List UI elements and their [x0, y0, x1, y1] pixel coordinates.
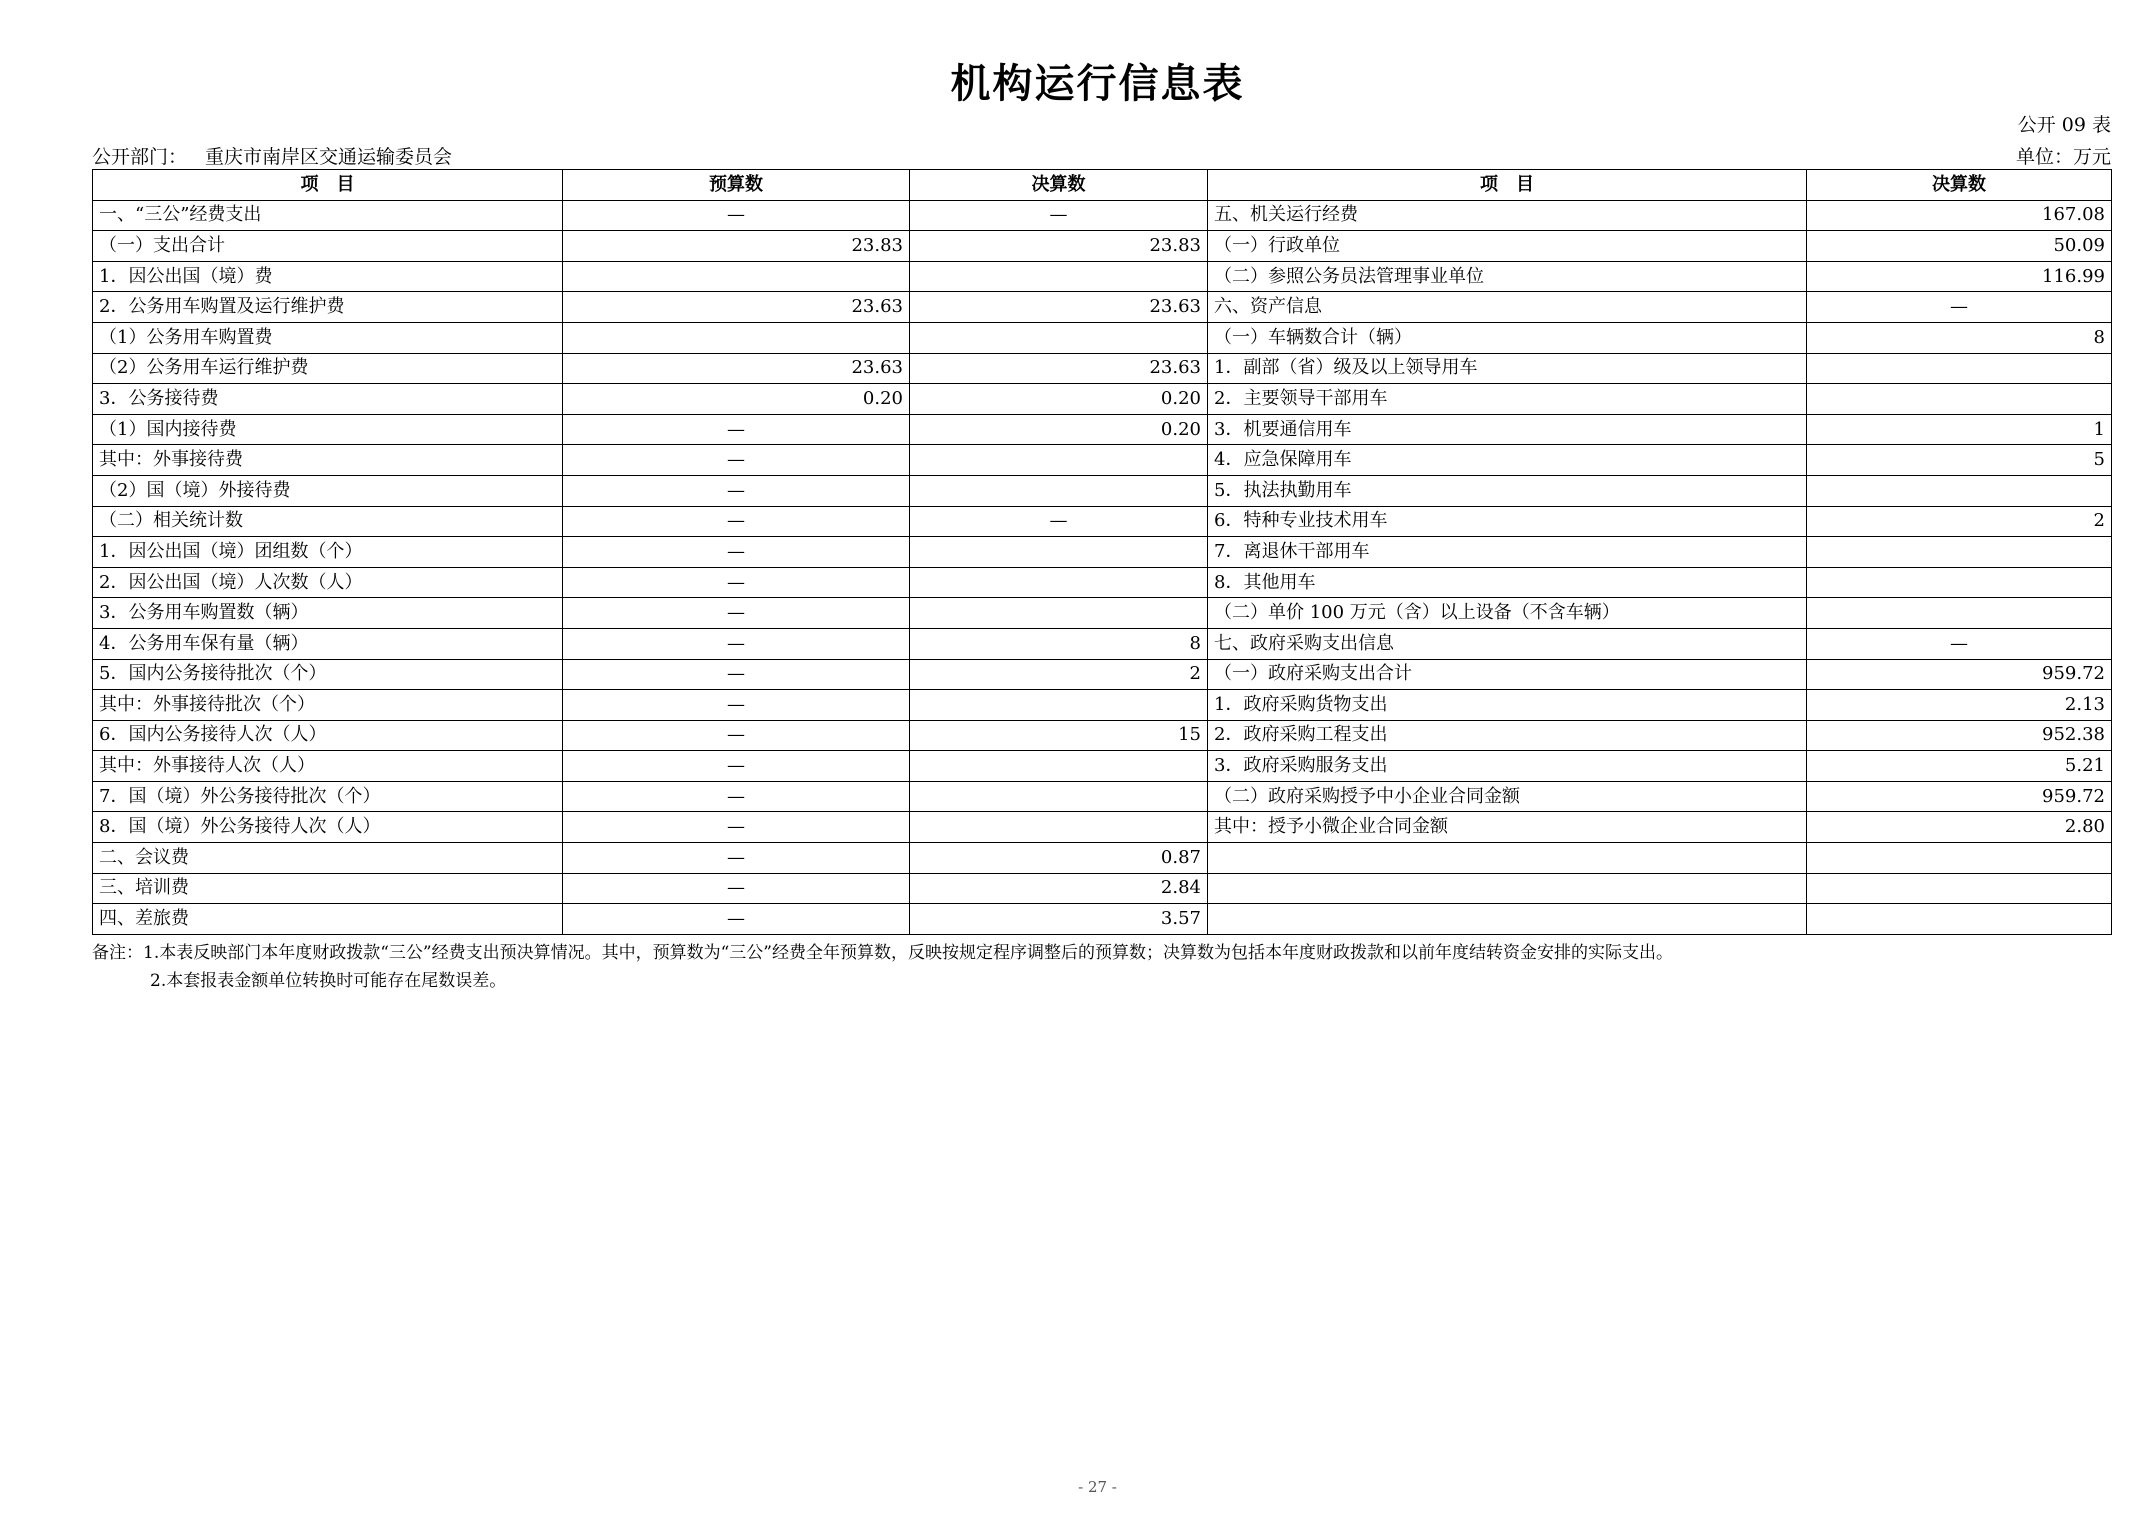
right-actual-value: 959.72 — [1807, 659, 2112, 690]
left-actual-value: 3.57 — [910, 904, 1208, 935]
right-item-label: 其中：授予小微企业合同金额 — [1208, 812, 1807, 843]
left-actual-value: 0.20 — [910, 414, 1208, 445]
right-actual-value: 50.09 — [1807, 231, 2112, 262]
left-actual-value — [910, 475, 1208, 506]
left-budget-value: — — [563, 445, 910, 476]
department-name: 重庆市南岸区交通运输委员会 — [205, 146, 453, 168]
table-row — [93, 292, 2112, 323]
left-item-label: 1．因公出国（境）费 — [93, 261, 563, 292]
left-budget-value: 0.20 — [563, 384, 910, 415]
right-actual-value: 2.13 — [1807, 690, 2112, 721]
table-header-row — [93, 170, 2112, 201]
table-row — [93, 843, 2112, 874]
right-item-label: 2．主要领导干部用车 — [1208, 384, 1807, 415]
left-item-label: 2．公务用车购置及运行维护费 — [93, 292, 563, 323]
left-budget-value: — — [563, 781, 910, 812]
left-item-label: 4．公务用车保有量（辆） — [93, 628, 563, 659]
right-item-label — [1208, 843, 1807, 874]
right-actual-value: 1 — [1807, 414, 2112, 445]
info-table — [92, 169, 2112, 935]
left-budget-value: — — [563, 567, 910, 598]
left-actual-value — [910, 598, 1208, 629]
right-item-label: 2．政府采购工程支出 — [1208, 720, 1807, 751]
left-item-label: 一、“三公”经费支出 — [93, 200, 563, 231]
left-budget-value: — — [563, 812, 910, 843]
left-budget-value: — — [563, 537, 910, 568]
left-budget-value: 23.63 — [563, 353, 910, 384]
right-item-label: （一）行政单位 — [1208, 231, 1807, 262]
header-actual-right: 决算数 — [1807, 170, 2112, 201]
right-item-label: 8．其他用车 — [1208, 567, 1807, 598]
right-item-label: 五、机关运行经费 — [1208, 200, 1807, 231]
left-actual-value — [910, 537, 1208, 568]
header-item: 项 目 — [93, 170, 563, 201]
header-budget: 预算数 — [563, 170, 910, 201]
right-item-label: 6．特种专业技术用车 — [1208, 506, 1807, 537]
left-item-label: 2．因公出国（境）人次数（人） — [93, 567, 563, 598]
right-actual-value: 5 — [1807, 445, 2112, 476]
table-row — [93, 261, 2112, 292]
left-item-label: 四、差旅费 — [93, 904, 563, 935]
right-item-label: （二）政府采购授予中小企业合同金额 — [1208, 781, 1807, 812]
table-row — [93, 200, 2112, 231]
left-item-label: 6．国内公务接待人次（人） — [93, 720, 563, 751]
table-row — [93, 537, 2112, 568]
right-actual-value: 167.08 — [1807, 200, 2112, 231]
right-actual-value: 116.99 — [1807, 261, 2112, 292]
left-actual-value: 23.63 — [910, 292, 1208, 323]
right-item-label: 3．机要通信用车 — [1208, 414, 1807, 445]
right-item-label — [1208, 873, 1807, 904]
left-budget-value: — — [563, 659, 910, 690]
right-item-label: 六、资产信息 — [1208, 292, 1807, 323]
left-budget-value: 23.63 — [563, 292, 910, 323]
left-actual-value: — — [910, 506, 1208, 537]
left-actual-value — [910, 567, 1208, 598]
left-actual-value: 2.84 — [910, 873, 1208, 904]
left-item-label: 其中：外事接待人次（人） — [93, 751, 563, 782]
table-row — [93, 628, 2112, 659]
table-row — [93, 567, 2112, 598]
left-item-label: 三、培训费 — [93, 873, 563, 904]
table-row — [93, 904, 2112, 935]
table-body — [93, 200, 2112, 934]
right-item-label: （一）政府采购支出合计 — [1208, 659, 1807, 690]
right-actual-value — [1807, 475, 2112, 506]
table-row — [93, 353, 2112, 384]
left-budget-value: — — [563, 598, 910, 629]
left-item-label: 3．公务接待费 — [93, 384, 563, 415]
right-actual-value — [1807, 384, 2112, 415]
left-budget-value: — — [563, 200, 910, 231]
right-actual-value — [1807, 537, 2112, 568]
left-item-label: （2）公务用车运行维护费 — [93, 353, 563, 384]
left-budget-value: — — [563, 506, 910, 537]
left-actual-value — [910, 751, 1208, 782]
left-item-label: 其中：外事接待费 — [93, 445, 563, 476]
left-budget-value: — — [563, 414, 910, 445]
right-actual-value: — — [1807, 292, 2112, 323]
right-actual-value — [1807, 873, 2112, 904]
left-budget-value: — — [563, 843, 910, 874]
left-budget-value: — — [563, 475, 910, 506]
right-actual-value: 2 — [1807, 506, 2112, 537]
right-item-label: 7．离退休干部用车 — [1208, 537, 1807, 568]
right-item-label: （二）单价 100 万元（含）以上设备（不含车辆） — [1208, 598, 1807, 629]
left-actual-value: 15 — [910, 720, 1208, 751]
table-row — [93, 751, 2112, 782]
right-actual-value — [1807, 904, 2112, 935]
right-item-label: 5．执法执勤用车 — [1208, 475, 1807, 506]
left-budget-value: — — [563, 904, 910, 935]
left-actual-value: 2 — [910, 659, 1208, 690]
right-item-label: （一）车辆数合计（辆） — [1208, 322, 1807, 353]
left-item-label: （二）相关统计数 — [93, 506, 563, 537]
right-actual-value: 5.21 — [1807, 751, 2112, 782]
left-item-label: 3．公务用车购置数（辆） — [93, 598, 563, 629]
left-actual-value: 23.63 — [910, 353, 1208, 384]
left-item-label: （一）支出合计 — [93, 231, 563, 262]
left-actual-value — [910, 261, 1208, 292]
right-item-label: 七、政府采购支出信息 — [1208, 628, 1807, 659]
left-budget-value: 23.83 — [563, 231, 910, 262]
right-actual-value — [1807, 353, 2112, 384]
table-row — [93, 231, 2112, 262]
table-row — [93, 414, 2112, 445]
right-actual-value: 952.38 — [1807, 720, 2112, 751]
left-actual-value: 0.20 — [910, 384, 1208, 415]
right-item-label: 4．应急保障用车 — [1208, 445, 1807, 476]
left-item-label: （1）国内接待费 — [93, 414, 563, 445]
left-budget-value: — — [563, 873, 910, 904]
table-row — [93, 598, 2112, 629]
right-actual-value: 2.80 — [1807, 812, 2112, 843]
left-budget-value — [563, 322, 910, 353]
department-label: 公开部门： — [92, 146, 188, 168]
right-item-label: （二）参照公务员法管理事业单位 — [1208, 261, 1807, 292]
right-actual-value — [1807, 598, 2112, 629]
table-row — [93, 506, 2112, 537]
left-actual-value — [910, 781, 1208, 812]
left-item-label: 5．国内公务接待批次（个） — [93, 659, 563, 690]
left-item-label: 其中：外事接待批次（个） — [93, 690, 563, 721]
unit-label: 单位：万元 — [2015, 146, 2111, 168]
left-actual-value — [910, 445, 1208, 476]
left-actual-value — [910, 812, 1208, 843]
table-row — [93, 812, 2112, 843]
page-number: - 27 - — [1078, 1478, 1117, 1496]
left-actual-value: — — [910, 200, 1208, 231]
left-item-label: 二、会议费 — [93, 843, 563, 874]
left-item-label: 7．国（境）外公务接待批次（个） — [93, 781, 563, 812]
left-actual-value — [910, 690, 1208, 721]
right-actual-value: — — [1807, 628, 2112, 659]
left-actual-value: 8 — [910, 628, 1208, 659]
left-item-label: （2）国（境）外接待费 — [93, 475, 563, 506]
header-item-right: 项 目 — [1208, 170, 1807, 201]
left-actual-value: 0.87 — [910, 843, 1208, 874]
left-budget-value: — — [563, 751, 910, 782]
footnote-1: 备注：1.本表反映部门本年度财政拨款“三公”经费支出预决算情况。其中，预算数为“三公”经费全年预算数，反映按规定程序调整后的预算数；决算数为包括本年度财政拨款和以前年度结转资金安排的实际支出。 — [92, 943, 1673, 963]
table-row — [93, 475, 2112, 506]
table-row — [93, 720, 2112, 751]
left-item-label: 8．国（境）外公务接待人次（人） — [93, 812, 563, 843]
right-actual-value — [1807, 567, 2112, 598]
right-actual-value: 959.72 — [1807, 781, 2112, 812]
table-row — [93, 384, 2112, 415]
left-budget-value: — — [563, 690, 910, 721]
table-row — [93, 322, 2112, 353]
header-actual: 决算数 — [910, 170, 1208, 201]
left-item-label: 1．因公出国（境）团组数（个） — [93, 537, 563, 568]
left-budget-value — [563, 261, 910, 292]
table-row — [93, 690, 2112, 721]
right-item-label: 1．政府采购货物支出 — [1208, 690, 1807, 721]
department-line — [92, 142, 470, 169]
right-item-label: 1．副部（省）级及以上领导用车 — [1208, 353, 1807, 384]
table-row — [93, 445, 2112, 476]
footnote-2: 2.本套报表金额单位转换时可能存在尾数误差。 — [150, 971, 507, 991]
right-item-label — [1208, 904, 1807, 935]
right-actual-value — [1807, 843, 2112, 874]
left-actual-value — [910, 322, 1208, 353]
right-item-label: 3．政府采购服务支出 — [1208, 751, 1807, 782]
left-budget-value: — — [563, 628, 910, 659]
page-title: 机构运行信息表 — [950, 61, 1245, 107]
right-actual-value: 8 — [1807, 322, 2112, 353]
left-budget-value: — — [563, 720, 910, 751]
table-row — [93, 659, 2112, 690]
table-row — [93, 873, 2112, 904]
left-item-label: （1）公务用车购置费 — [93, 322, 563, 353]
table-row — [93, 781, 2112, 812]
left-actual-value: 23.83 — [910, 231, 1208, 262]
form-number: 公开 09 表 — [2017, 114, 2111, 136]
